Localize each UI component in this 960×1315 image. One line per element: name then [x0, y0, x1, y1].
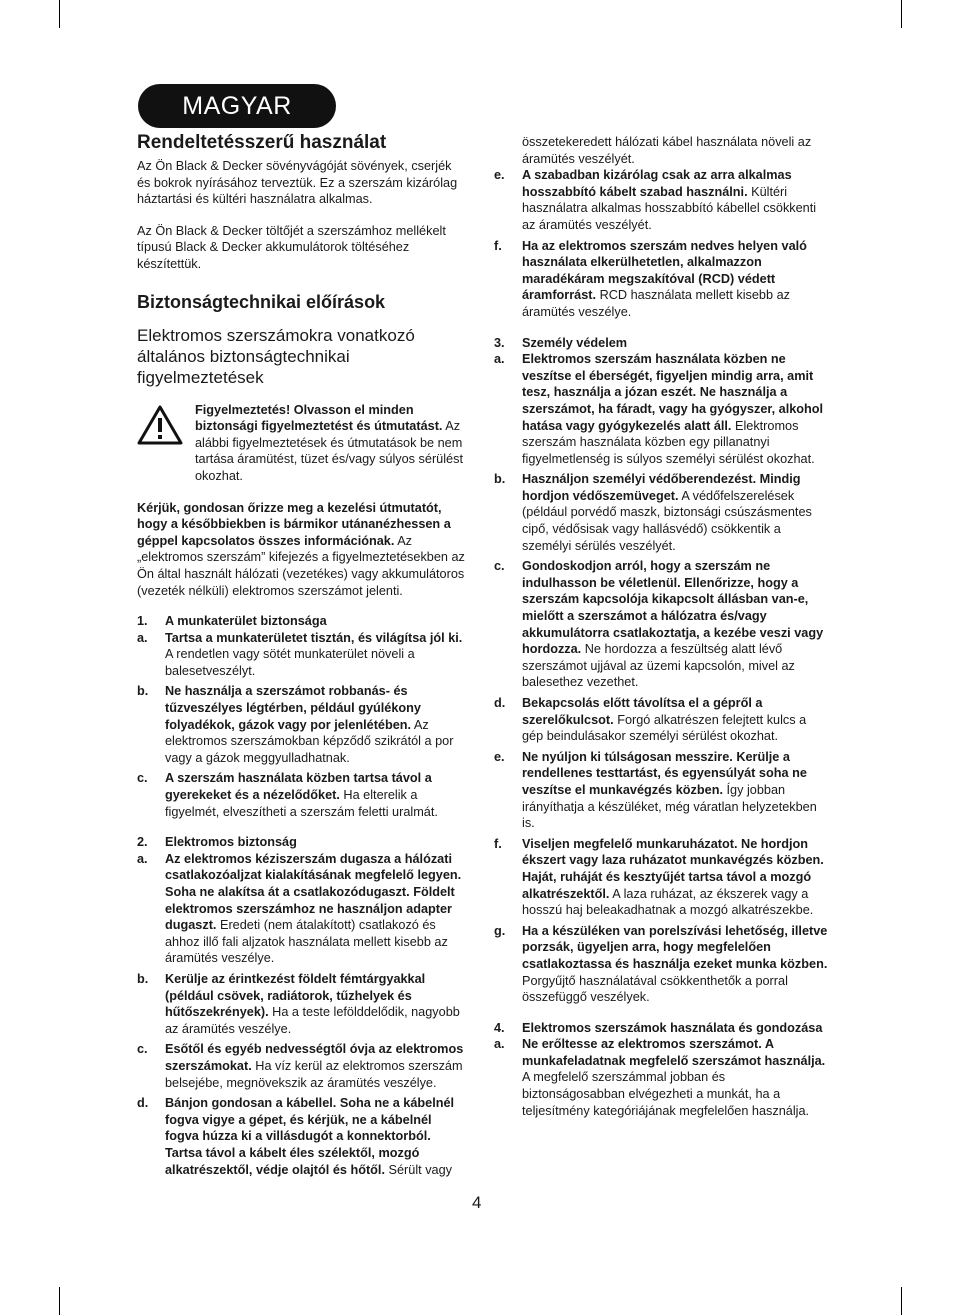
language-badge: MAGYAR — [138, 84, 336, 128]
warning-block — [137, 402, 467, 485]
item-text: Elektromos szerszám használata közben egy pillanatnyi figyelmetlenség is súlyos személyi sérülést okozhat. — [522, 418, 815, 466]
list-item — [494, 558, 828, 691]
section-number: 1. — [137, 614, 148, 629]
warning-bold: Figyelmeztetés! Olvasson el minden biztonsági figyelmeztetést és útmutatást. — [195, 402, 443, 434]
crop-mark-bottom-right — [901, 1287, 902, 1315]
list-item — [137, 1041, 467, 1091]
section-1 — [137, 613, 467, 820]
list-item — [137, 971, 467, 1037]
item-bold: Tartsa a munkaterületet tisztán, és világítsa jól ki. — [165, 630, 463, 645]
list-item — [494, 923, 828, 1006]
continued-text — [494, 134, 828, 167]
section-number: 4. — [494, 1020, 505, 1035]
item-bold: Ha a készüléken van porelszívási lehetőség, illetve porzsák, ügyeljen arra, hogy megfelelően csatlakoztassa és használja ezeket munka közben. — [522, 923, 828, 971]
list-marker: a. — [494, 352, 505, 367]
list-item — [137, 851, 467, 967]
item-bold: Bánjon gondosan a kábellel. Soha ne a kábelnél fogva vigye a gépet, és kérjük, ne a kábelnél fogva húzza ki a villásdugót a konnektorból. Tartsa távol a kábelt éles szélektől, mozgó alkatrészektől, védje olajtól és hőtől. — [165, 1096, 455, 1177]
list-marker: b. — [494, 472, 506, 487]
item-bold: A szabadban kizárólag csak az arra alkalmas hosszabbító kábelt szabad használni. — [522, 168, 792, 199]
intended-use-heading: Rendeltetésszerű használat — [137, 132, 387, 153]
item-text: Az elektromos szerszámokban képződő szikrától a por vagy a gázok meggyulladhatnak. — [165, 717, 454, 765]
item-text: RCD használata mellett kisebb az áramütés veszélye. — [522, 288, 790, 319]
item-text: A védőfelszerelések (például porvédő maszk, biztonsági csúszásmentes cipő, védősisak vagy hallásvédő) csökkentik a személyi sérülés veszélyét. — [522, 488, 812, 553]
list-item — [494, 1036, 828, 1119]
left-column — [137, 132, 467, 1178]
list-item — [137, 630, 467, 680]
item-text: A laza ruházat, az ékszerek vagy a hosszú haj beleakadhatnak a mozgó alkatrészekbe. — [522, 886, 814, 918]
item-bold: Esőtől és egyéb nedvességtől óvja az elektromos szerszámokat. — [165, 1042, 464, 1073]
safety-heading: Biztonságtechnikai előírások — [137, 291, 386, 312]
list-marker: d. — [137, 1096, 149, 1111]
item-bold: Viseljen megfelelő munkaruházatot. Ne hordjon ékszert vagy laza ruházatot munkavégzés közben. Haját, ruháját és kesztyűjét tartsa távol a mozgó alkatrészektől. — [522, 836, 824, 901]
section-4-heading — [494, 1020, 828, 1037]
section-2 — [137, 834, 467, 1178]
list-marker: c. — [494, 559, 505, 574]
item-text: Ha elterelik a figyelmét, elveszítheti a szerszám feletti uralmát. — [165, 788, 438, 819]
keep-manual-bold: Kérjük, gondosan őrizze meg a kezelési útmutatót, hogy a későbbiekben is bármikor utánanézhessen a géppel kapcsolatos összes információnak. — [137, 500, 451, 548]
list-marker: b. — [137, 684, 149, 699]
section-2-heading — [137, 834, 467, 851]
item-bold: Elektromos szerszám használata közben ne veszítse el éberségét, figyeljen mindig arra, amit tesz, használja a józan eszét. Ne használja a szerszámot, ha fáradt, vagy ha gyógyszer, alkohol hatása vagy gyógykezelés alatt áll. — [522, 352, 824, 433]
section-title: Elektromos biztonság — [165, 835, 297, 850]
item-bold: Bekapcsolás előtt távolítsa el a gépről a szerelőkulcsot. — [522, 696, 763, 727]
page-number: 4 — [472, 1193, 482, 1212]
warning-triangle-icon — [137, 405, 183, 445]
item-text: Eredeti (nem átalakított) csatlakozó és ahhoz illő fali aljzatok használata mellett kisebb az áramütés veszélye. — [165, 918, 448, 966]
item-bold: Ha az elektromos szerszám nedves helyen való használata elkerülhetetlen, alkalmazzon maradékáram megszakítóval (RCD) védett áramforrást. — [522, 238, 807, 303]
list-marker: e. — [494, 168, 505, 183]
item-text: Ne hordozza a feszültség alatt lévő szerszámot ujjával az üzemi kapcsolón, mivel az balesethez vezethet. — [522, 642, 795, 690]
section-3-heading — [494, 335, 828, 352]
warning-text: Az alábbi figyelmeztetések és útmutatások be nem tartása áramütést, tüzet és/vagy súlyos sérülést okozhat. — [195, 419, 463, 483]
list-item — [494, 471, 828, 554]
item-bold: Kerülje az érintkezést földelt fémtárgyakkal (például csövek, radiátorok, tűzhelyek és hűtőszekrények). — [165, 971, 426, 1020]
item-text: Ha víz kerül az elektromos szerszám belsejébe, megnövekszik az áramütés veszélye. — [165, 1058, 463, 1090]
item-text: Porgyűjtő használatával csökkenthetők a porral összefüggő veszélyek. — [522, 973, 788, 1005]
section-title: A munkaterület biztonsága — [165, 614, 327, 629]
item-text: A megfelelő szerszámmal jobban és biztonságosabban elvégezheti a munkát, ha a teljesítmény kategóriájának megfelelően használja. — [522, 1070, 810, 1118]
right-column — [494, 134, 828, 1119]
section-4 — [494, 1020, 828, 1120]
list-item — [494, 695, 828, 745]
crop-mark-top-right — [901, 0, 902, 28]
list-item — [494, 238, 828, 321]
crop-mark-bottom-left — [59, 1287, 60, 1315]
item-bold: Gondoskodjon arról, hogy a szerszám ne indulhasson be véletlenül. Ellenőrizze, hogy a szerszám kapcsolója kikapcsolt állásban van-e, mielőtt a szerszámot a hálózatra és/vagy akkumulátorra csatlakoztatja, a kezébe veszi vagy hordozza. — [522, 559, 824, 657]
item-bold: Használjon személyi védőberendezést. Mindig hordjon védőszemüveget. — [522, 472, 801, 503]
list-marker: f. — [494, 238, 502, 253]
list-item — [137, 1095, 467, 1178]
list-marker: g. — [494, 923, 506, 938]
item-bold: Ne használja a szerszámot robbanás- és tűzveszélyes légtérben, például gyúlékony folyadékok, gázok vagy por jelenlétében. — [165, 684, 421, 732]
item-text: Forgó alkatrészen felejtett kulcs a gép beindulásakor személyi sérülést okozhat. — [522, 712, 807, 744]
list-marker: a. — [137, 851, 148, 866]
item-bold: Az elektromos kéziszerszám dugasza a hálózati csatlakozóaljzat kialakításának megfelelő legyen. Soha ne alakítsa át a csatlakozódugaszt. Földelt elektromos szerszámhoz ne használjon adapter dugaszt. — [165, 851, 462, 933]
list-marker: c. — [137, 771, 148, 786]
list-marker: c. — [137, 1042, 148, 1057]
list-marker: a. — [137, 630, 148, 645]
item-text: Sérült vagy — [385, 1162, 452, 1177]
list-item — [494, 351, 828, 467]
keep-manual-text: Az „elektromos szerszám” kifejezés a figyelmeztetésekben az Ön által használt hálózati (vezetékes) vagy akkumulátoros (vezeték nélküli) elektromos szerszámot jelenti. — [137, 533, 465, 598]
section-title: Személy védelem — [522, 335, 628, 350]
item-bold: A szerszám használata közben tartsa távol a gyerekeket és a nézelődőket. — [165, 771, 432, 803]
list-item — [137, 683, 467, 766]
list-item — [494, 749, 828, 832]
item-text: Kültéri használatra alkalmas hosszabbító kábellel csökkenti az áramütés veszélyét. — [522, 184, 817, 232]
list-marker: a. — [494, 1037, 505, 1052]
section-number: 2. — [137, 835, 148, 850]
intro-paragraph-2: Az Ön Black & Decker töltőjét a szerszámhoz mellékelt típusú Black & Decker akkumulátorok töltéséhez készítettük. — [137, 223, 446, 271]
item-text: Ha a teste lefölddelődik, nagyobb az áramütés veszélye. — [165, 1005, 460, 1036]
section-1-heading — [137, 613, 467, 630]
list-marker: e. — [494, 749, 505, 764]
section-3 — [494, 335, 828, 1006]
item-bold: Ne nyúljon ki túlságosan messzire. Kerülje a rendellenes testtartást, és egyensúlyát soha ne veszítse el munkavégzés közben. — [522, 749, 807, 797]
list-item — [494, 167, 828, 233]
list-item — [137, 770, 467, 820]
list-item — [494, 836, 828, 919]
list-marker: f. — [494, 836, 502, 851]
section-title: Elektromos szerszámok használata és gondozása — [522, 1020, 823, 1035]
item-bold: Ne erőltesse az elektromos szerszámot. A munkafeladatnak megfelelő szerszámot használja. — [522, 1037, 826, 1068]
section-number: 3. — [494, 335, 505, 350]
intro-paragraph-1: Az Ön Black & Decker sövényvágóját sövények, cserjék és bokrok nyírásához terveztük. Ez a szerszám kizárólag háztartási és kültéri használatra alkalmas. — [137, 159, 458, 207]
list-marker: d. — [494, 696, 506, 710]
item-text: összetekeredett hálózati kábel használata növeli az áramütés veszélyét. — [522, 135, 812, 166]
crop-mark-top-left — [59, 0, 60, 28]
item-text: Így jobban irányíthatja a készüléket, még váratlan helyzetekben is. — [522, 782, 817, 831]
keep-manual-paragraph — [137, 500, 467, 600]
item-text: A rendetlen vagy sötét munkaterület növeli a balesetveszélyt. — [165, 647, 415, 678]
general-warnings-heading: Elektromos szerszámokra vonatkozó általános biztonságtechnikai figyelmeztetések — [137, 325, 415, 387]
list-marker: b. — [137, 971, 149, 986]
